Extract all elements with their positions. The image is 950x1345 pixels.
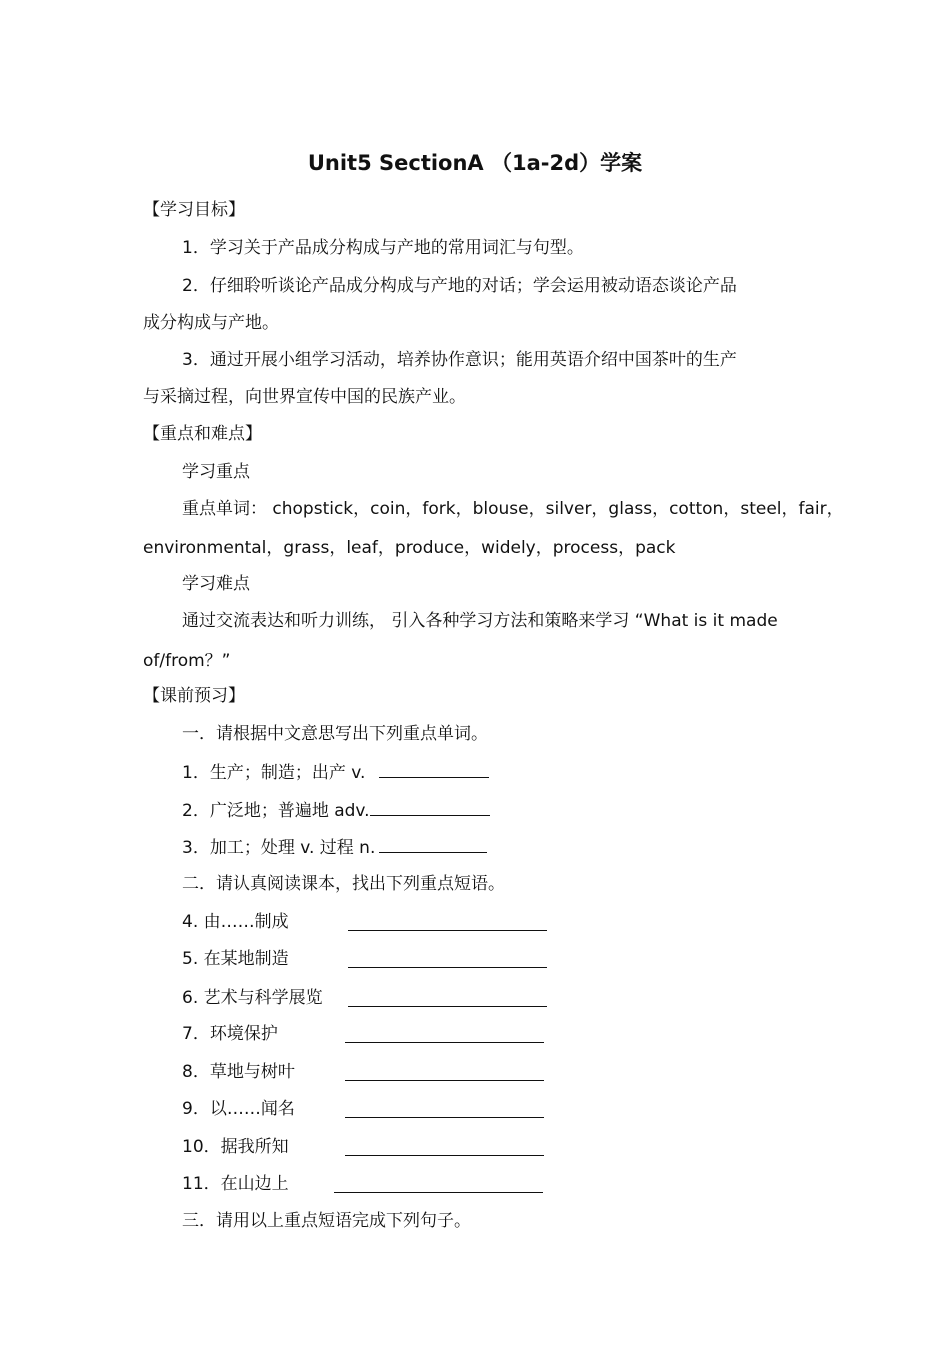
answer-blank-7[interactable] [345,1026,544,1043]
answer-blank-3[interactable] [379,836,487,853]
focus-heading: 学习重点 [182,462,250,482]
objective-item-2: 2．仔细聆听谈论产品成分构成与产地的对话；学会运用被动语态谈论产品 [182,276,737,296]
answer-blank-8[interactable] [345,1064,544,1081]
page-title: Unit5 SectionA （1a-2d）学案 [307,151,643,175]
key-words-line-1: 重点单词： chopstick，coin，fork，blouse，silver，glass，cotton，steel，fair， [182,499,844,519]
word-item-3-label: 3．加工；处理 v. 过程 n. [182,838,376,858]
phrase-item-11: 11．在山边上 [182,1174,289,1194]
phrase-item-4: 4. 由……制成 [182,912,289,932]
word-item-1-label: 1．生产；制造；出产 v. [182,763,366,783]
difficulty-heading: 学习难点 [182,574,250,594]
section-heading-key-points: 【重点和难点】 [143,424,262,444]
phrase-item-6: 6. 艺术与科学展览 [182,988,323,1008]
phrase-item-5: 5. 在某地制造 [182,949,289,969]
answer-blank-2[interactable] [370,799,490,816]
phrase-item-8: 8．草地与树叶 [182,1062,295,1082]
word-item-1 [182,761,489,784]
objective-item-1: 1．学习关于产品成分构成与产地的常用词汇与句型。 [182,238,584,258]
word-item-2-label: 2．广泛地；普遍地 adv. [182,801,370,821]
section-heading-objectives: 【学习目标】 [143,200,245,220]
preview-part-3: 三．请用以上重点短语完成下列句子。 [182,1211,471,1231]
answer-blank-9[interactable] [345,1101,544,1118]
word-item-2 [182,799,490,822]
phrase-item-7: 7．环境保护 [182,1024,278,1044]
difficulty-line-2: of/from？” [143,651,231,671]
objective-item-3-cont: 与采摘过程，向世界宣传中国的民族产业。 [143,387,466,407]
phrase-item-10: 10．据我所知 [182,1137,289,1157]
answer-blank-4[interactable] [348,914,547,931]
phrase-item-9: 9．以……闻名 [182,1099,295,1119]
answer-blank-10[interactable] [345,1139,544,1156]
answer-blank-6[interactable] [348,990,547,1007]
objective-item-2-cont: 成分构成与产地。 [143,313,279,333]
answer-blank-5[interactable] [348,951,547,968]
difficulty-line-1: 通过交流表达和听力训练， 引入各种学习方法和策略来学习 “What is it made [182,611,778,631]
preview-part-1: 一．请根据中文意思写出下列重点单词。 [182,724,488,744]
word-item-3 [182,836,487,859]
key-words-line-2: environmental，grass，leaf，produce，widely，process，pack [143,538,676,558]
section-heading-preview: 【课前预习】 [143,686,245,706]
objective-item-3: 3．通过开展小组学习活动，培养协作意识；能用英语介绍中国茶叶的生产 [182,350,737,370]
preview-part-2: 二．请认真阅读课本，找出下列重点短语。 [182,874,505,894]
answer-blank-11[interactable] [334,1176,543,1193]
answer-blank-1[interactable] [379,761,489,778]
